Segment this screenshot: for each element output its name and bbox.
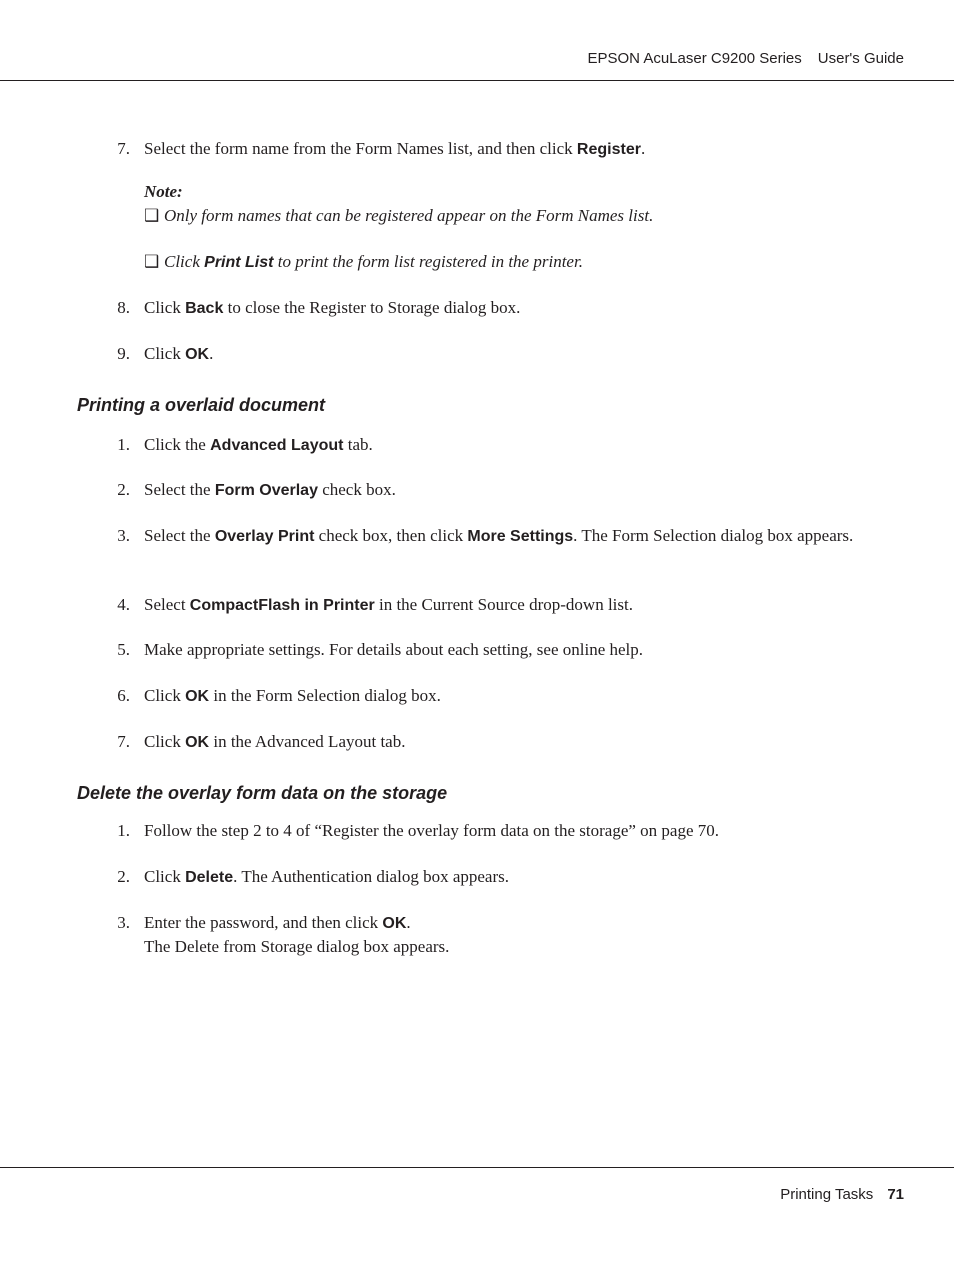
note-text: to print the form list registered in the printer. (273, 252, 583, 271)
step-text: tab. (343, 435, 373, 454)
step-text: . (640, 139, 646, 158)
step-number: 2. (117, 867, 130, 886)
header-guide: User's Guide (817, 50, 904, 67)
ui-term: Back (185, 300, 224, 317)
step-number: 2. (117, 480, 130, 499)
footer-rule (0, 1167, 954, 1168)
ui-term: OK (185, 734, 210, 751)
section-heading: Printing a overlaid document (77, 395, 326, 415)
step-text: to close the Register to Storage dialog box. (223, 298, 521, 317)
step-text: Follow the step 2 to 4 of “Register the overlay form data on the storage” on page 70. (144, 821, 720, 840)
step-text: check box, then click (314, 526, 468, 545)
step-text: Click the (144, 435, 211, 454)
step-text: Enter the password, and then click (144, 913, 383, 932)
ui-term: More Settings (467, 528, 574, 545)
ui-term: OK (185, 346, 210, 363)
step-text: . The Form Selection dialog box appears. (573, 526, 854, 545)
page-header (587, 50, 904, 67)
step-text: Select the (144, 480, 215, 499)
note-text: Only form names that can be registered appear on the Form Names list. (164, 206, 654, 225)
step-text: . The Authentication dialog box appears. (233, 867, 509, 886)
step-number: 7. (117, 139, 130, 158)
step-number: 9. (117, 344, 130, 363)
header-rule (0, 80, 954, 81)
note-item (144, 204, 884, 227)
step-text: Click (144, 867, 186, 886)
step-number: 1. (117, 821, 130, 840)
ui-term: OK (382, 915, 407, 932)
ui-term: Delete (185, 869, 234, 886)
note-title: Note: (144, 182, 183, 201)
note-text: Click (164, 252, 205, 271)
step-text: Click (144, 732, 186, 751)
step-number: 3. (117, 526, 130, 545)
ui-term: Overlay Print (214, 528, 315, 545)
step-number: 3. (117, 913, 130, 932)
step-text: Select the form name from the Form Names list, and then click (144, 139, 577, 158)
step-number: 5. (117, 640, 130, 659)
step-text: . (209, 344, 214, 363)
step-number: 8. (117, 298, 130, 317)
step-text: in the Advanced Layout tab. (209, 732, 406, 751)
header-product: EPSON AcuLaser C9200 Series (587, 50, 802, 67)
page-footer (780, 1186, 904, 1203)
step-text: Select (144, 595, 190, 614)
step-text: check box. (317, 480, 396, 499)
step-text: Click (144, 344, 186, 363)
step-text: Make appropriate settings. For details about each setting, see online help. (144, 640, 644, 659)
footer-section: Printing Tasks (780, 1186, 874, 1203)
step-text: Click (144, 298, 186, 317)
ui-term: Register (576, 141, 641, 158)
step-number: 4. (117, 595, 130, 614)
step-text: in the Form Selection dialog box. (209, 686, 441, 705)
ui-term: Advanced Layout (210, 437, 344, 454)
step-text: in the Current Source drop-down list. (374, 595, 633, 614)
step-text: Click (144, 686, 186, 705)
checkbox-bullet-icon: ❑ (144, 252, 160, 271)
ui-term: Print List (204, 254, 274, 271)
page-number: 71 (887, 1186, 904, 1203)
step-result-text: The Delete from Storage dialog box appears. (144, 937, 450, 956)
section-heading: Delete the overlay form data on the storage (77, 783, 448, 803)
step-text: Select the (144, 526, 215, 545)
ui-term: Form Overlay (214, 482, 318, 499)
step-number: 7. (117, 732, 130, 751)
ui-term: OK (185, 688, 210, 705)
checkbox-bullet-icon: ❑ (144, 206, 160, 225)
step-number: 1. (117, 435, 130, 454)
step-text: . (406, 913, 411, 932)
step-number: 6. (117, 686, 130, 705)
ui-term: CompactFlash in Printer (189, 597, 375, 614)
note-item (144, 250, 884, 274)
